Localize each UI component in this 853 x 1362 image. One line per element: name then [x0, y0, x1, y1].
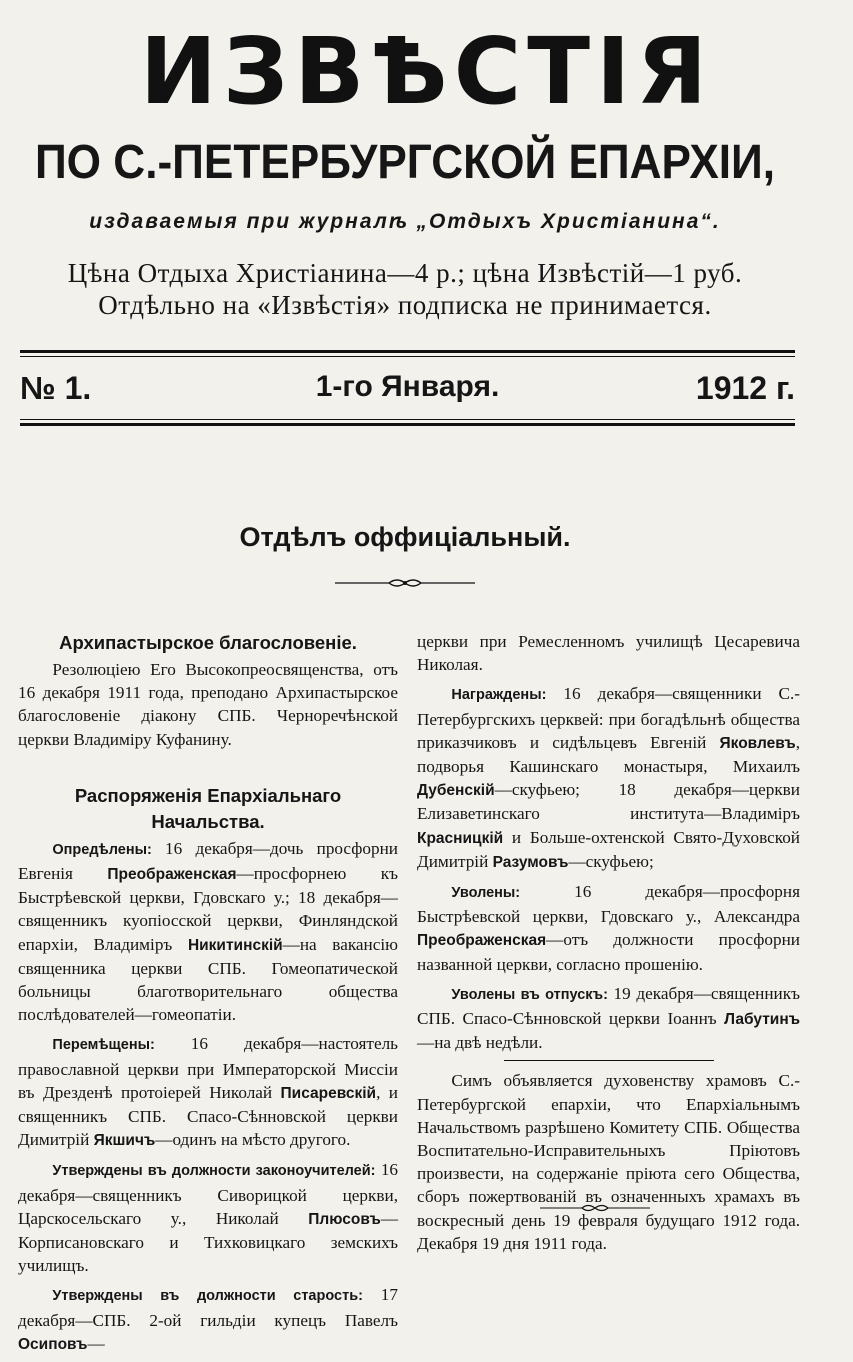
text: —одинъ на мѣсто другого.: [155, 1130, 351, 1150]
person-name: Яковлевъ: [719, 734, 796, 752]
masthead-title: ИЗВѢСТІЯ: [139, 18, 714, 125]
bottom-rule-thin: [20, 419, 795, 420]
text: —скуфьею; 18 декабря—церкви Елизаветинскаго института—Владиміръ: [417, 780, 800, 824]
person-name: Лабутинъ: [724, 1011, 800, 1029]
text: —просфорнею къ Быстрѣевской церкви, Гдовскаго у.; 18 декабря—священникъ куопіосской церкви, Финляндской епархіи, Владиміръ: [18, 864, 398, 954]
text: —скуфьею;: [568, 851, 654, 871]
paragraph-transferred: [18, 1032, 398, 1152]
text: —отъ должности просфорни названной церкви, согласно прошенію.: [417, 930, 800, 974]
heading-diocesan-orders: Распоряженія Епархіальнаго Начальства.: [74, 784, 342, 832]
person-name: Преображенская: [107, 866, 237, 884]
left-column: [18, 630, 398, 1362]
label-leave: Уволены въ отпускъ:: [451, 986, 608, 1003]
masthead-subtitle: ПО С.-ПЕТЕРБУРГСКОЙ ЕПАРХІИ,: [34, 136, 776, 189]
label-law-teachers: Утверждены въ должности законоучителей:: [52, 1163, 376, 1180]
paragraph-wardens: [18, 1283, 398, 1356]
person-name: Якшичъ: [93, 1132, 156, 1150]
text: 16 декабря—настоятель православной церкви при Императорской Миссіи въ Дрезденѣ протоіерей Николай: [18, 1034, 398, 1102]
text: 16 декабря—священники С.-Петербургскихъ церквей: при богадѣльнѣ общества приказчиковъ и сидѣльцевъ Евгеній: [417, 684, 800, 752]
short-divider: [504, 1060, 714, 1061]
end-ornament-icon: [540, 1202, 650, 1214]
label-appointed: Опредѣлены:: [52, 841, 152, 858]
text: —на вакансію священника церкви СПБ. Гомеопатической больницы благотворительнаго общества послѣдователей—гомеопатіи.: [18, 934, 398, 1025]
text: —Корписановскаго и Тихковицкаго земскихъ училищъ.: [18, 1208, 398, 1276]
text: 16 декабря—просфорня Быстрѣевской церкви, Гдовскаго у., Александра: [417, 882, 800, 927]
bottom-rule: [20, 423, 795, 426]
text: —: [87, 1333, 105, 1353]
text: 16 декабря—дочь просфорни Евгенія: [18, 838, 398, 884]
heading-archpastoral-blessing: Архипастырское благословеніе.: [59, 632, 357, 653]
top-rule: [20, 350, 795, 353]
person-name: Разумовъ: [492, 853, 569, 871]
section-title: Отдѣлъ оффиціальный.: [239, 522, 571, 552]
top-rule-thin: [20, 356, 795, 357]
person-name: Дубенскій: [417, 782, 495, 800]
text: —на двѣ недѣли.: [417, 1033, 543, 1053]
price-line: Цѣна Отдыха Христіанина—4 р.; цѣна Извѣстій—1 руб.: [67, 258, 743, 288]
text: 17 декабря—СПБ. 2-ой гильдіи купецъ Павелъ: [18, 1285, 398, 1330]
person-name: Никитинскій: [187, 936, 283, 954]
issue-year: 1912 г.: [695, 370, 795, 406]
masthead-note: издаваемыя при журналѣ „Отдыхъ Христіанина“.: [89, 210, 721, 233]
person-name: Писаревскій: [280, 1084, 377, 1102]
label-transferred: Перемѣщены:: [52, 1037, 155, 1054]
paragraph-law-teachers: [18, 1158, 398, 1277]
issue-number: № 1.: [20, 370, 92, 406]
person-name: Осиповъ: [18, 1335, 88, 1353]
paragraph-announcement: Симъ объявляется духовенству храмовъ С.-Петербургской епархіи, что Епархіальнымъ Начальствомъ разрѣшено Комитету СПБ. Общества Воспитательно-Исправительныхъ Пріютовъ произвести, на содержаніе пріюта сего Общества, сборъ пожертвованій въ означенныхъ храмахъ въ воскресный день 19 февраля будущаго 1912 года. Декабря 19 дня 1911 года.: [417, 1071, 800, 1253]
ornament-divider-icon: [335, 576, 475, 590]
paragraph-awarded: [417, 682, 800, 874]
subscription-note: Отдѣльно на «Извѣстія» подписка не принимается.: [98, 290, 712, 320]
paragraph-blessing: Резолюціею Его Высокопреосвященства, отъ 16 декабря 1911 года, преподано Архипастырское благословеніе діакону СПБ. Черноречѣнской церкви Владиміру Куфанину.: [18, 660, 398, 749]
paragraph-leave: [417, 982, 800, 1055]
text: и Больше-охтенской Свято-Духовской Димитрій: [417, 827, 800, 871]
text: 19 декабря—священникъ СПБ. Спасо-Сѣнновской церкви Іоаннъ: [417, 983, 800, 1029]
text: 16 декабря—священникъ Сиворицкой церкви, Царскосельскаго у., Николай: [18, 1160, 399, 1228]
issue-row: [20, 370, 795, 414]
person-name: Плюсовъ: [308, 1210, 381, 1228]
issue-date: 1-го Января.: [315, 370, 500, 403]
text: , и священникъ СПБ. Спасо-Сѣнновской церкви Димитрій: [18, 1082, 398, 1150]
person-name: Красницкій: [417, 829, 504, 847]
label-wardens: Утверждены въ должности старость:: [52, 1288, 363, 1305]
paragraph-dismissed: [417, 880, 800, 976]
label-dismissed: Уволены:: [451, 885, 521, 902]
paragraph-appointed: [18, 837, 398, 1027]
right-column: [417, 630, 800, 1261]
label-awarded: Награждены:: [451, 687, 547, 704]
text: , подворья Кашинскаго монастыря, Михаилъ: [417, 732, 800, 777]
paragraph-continued: церкви при Ремесленномъ училищѣ Цесаревича Николая.: [417, 632, 800, 675]
person-name: Преображенская: [417, 932, 547, 950]
